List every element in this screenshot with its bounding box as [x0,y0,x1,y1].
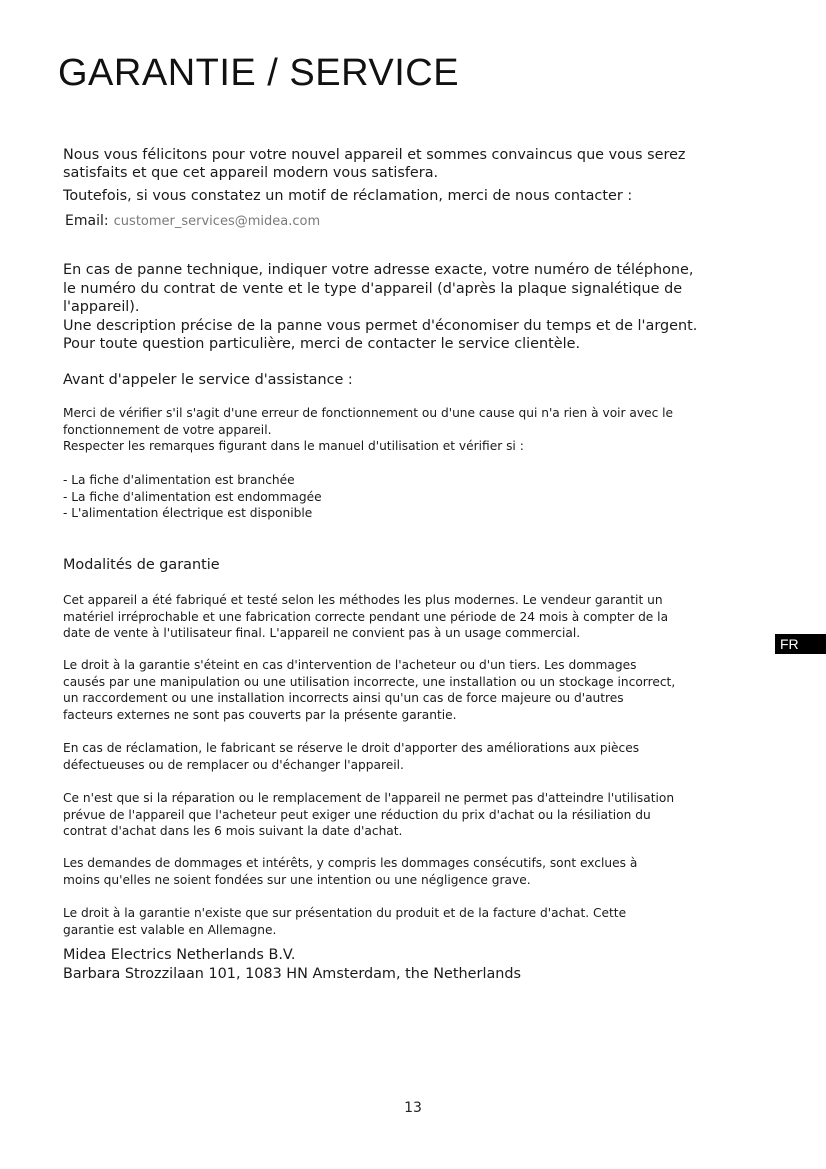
garantie-paragraph-3 [63,740,763,773]
garantie-paragraph-1 [63,592,763,642]
text-line: prévue de l'appareil que l'acheteur peut exiger une réduction du prix d'achat ou la résiliation du [63,807,651,822]
avant-paragraph [63,405,763,455]
text-line: fonctionnement de votre appareil. [63,422,272,437]
text-line: En cas de panne technique, indiquer votre adresse exacte, votre numéro de téléphone, [63,262,694,278]
text-line: Le droit à la garantie s'éteint en cas d'intervention de l'acheteur ou d'un tiers. Les dommages [63,658,637,672]
panne-paragraph [63,261,763,354]
avant-heading: Avant d'appeler le service d'assistance : [63,372,353,388]
garantie-paragraph-5 [63,855,763,888]
page-number: 13 [404,1100,422,1116]
contact-prompt: Toutefois, si vous constatez un motif de réclamation, merci de nous contacter : [63,188,633,204]
garantie-paragraph-6 [63,905,763,938]
text-line: satisfaits et que cet appareil modern vous satisfera. [63,165,439,181]
text-line: moins qu'elles ne soient fondées sur une intention ou une négligence grave. [63,872,531,887]
text-line: En cas de réclamation, le fabricant se réserve le droit d'apporter des améliorations aux pièces [63,741,640,755]
text-line: l'appareil). [63,299,140,315]
company-address: Barbara Strozzilaan 101, 1083 HN Amsterdam, the Netherlands [63,965,522,982]
list-item: - La fiche d'alimentation est branchée [63,473,295,487]
text-line: Le droit à la garantie n'existe que sur présentation du produit et de la facture d'achat. Cette [63,906,627,920]
text-line: Les demandes de dommages et intérêts, y compris les dommages consécutifs, sont exclues à [63,856,638,870]
text-line: garantie est valable en Allemagne. [63,922,277,937]
text-line: un raccordement ou une installation incorrects ainsi qu'un cas de force majeure ou d'autres [63,691,624,706]
text-line: défectueuses ou de remplacer ou d'échanger l'appareil. [63,757,404,772]
garantie-paragraph-4 [63,790,763,840]
garantie-heading: Modalités de garantie [63,557,220,573]
text-line: Pour toute question particulière, merci de contacter le service clientèle. [63,336,581,352]
text-line: Cet appareil a été fabriqué et testé selon les méthodes les plus modernes. Le vendeur garantit un [63,593,663,607]
list-item: - L'alimentation électrique est disponible [63,506,313,521]
text-line: Ce n'est que si la réparation ou le remplacement de l'appareil ne permet pas d'atteindre l'utilisation [63,791,675,805]
email-label: Email: [65,213,109,229]
page-title: GARANTIE / SERVICE [58,52,460,94]
garantie-paragraph-2 [63,657,763,723]
checklist [63,472,763,522]
text-line: Respecter les remarques figurant dans le manuel d'utilisation et vérifier si : [63,439,524,454]
company-name: Midea Electrics Netherlands B.V. [63,947,296,963]
text-line: date de vente à l'utilisateur final. L'appareil ne convient pas à un usage commercial. [63,626,581,641]
text-line: Nous vous félicitons pour votre nouvel appareil et sommes convaincus que vous serez [63,147,686,163]
email-link[interactable]: customer_services@midea.com [113,214,321,229]
list-item: - La fiche d'alimentation est endommagée [63,489,322,504]
text-line: contrat d'achat dans les 6 mois suivant la date d'achat. [63,824,403,839]
company-info [63,946,763,983]
text-line: causés par une manipulation ou une utilisation incorrecte, une installation ou un stockage incorrect, [63,674,676,689]
text-line: facteurs externes ne sont pas couverts par la présente garantie. [63,707,457,722]
email-row [65,210,765,229]
intro-paragraph [63,146,763,182]
text-line: Merci de vérifier s'il s'agit d'une erreur de fonctionnement ou d'une cause qui n'a rien à voir avec le [63,406,674,420]
text-line: matériel irréprochable et une fabrication correcte pendant une période de 24 mois à compter de la [63,609,669,624]
text-line: le numéro du contrat de vente et le type d'appareil (d'après la plaque signalétique de [63,280,683,297]
text-line: Une description précise de la panne vous permet d'économiser du temps et de l'argent. [63,317,698,334]
language-tab: FR [775,634,826,654]
